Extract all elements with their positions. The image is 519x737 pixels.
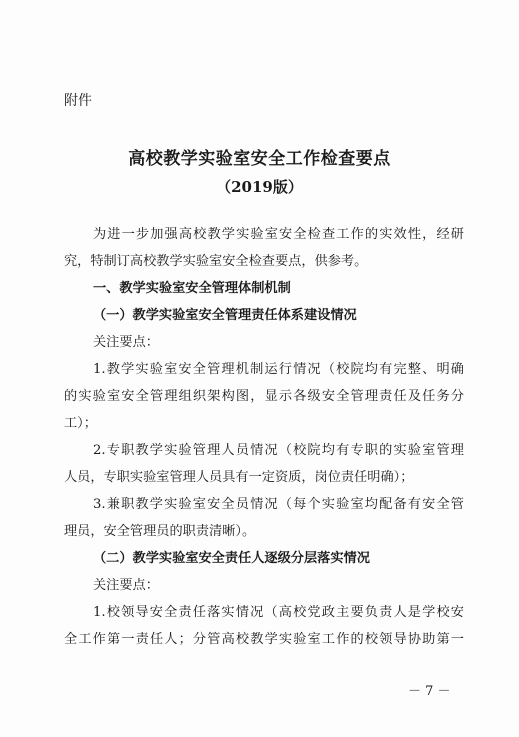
attachment-label: 附件	[64, 93, 92, 109]
document-title: 高校教学实验室安全工作检查要点	[128, 149, 391, 169]
sub1-item3-line-1: 3.兼职教学实验室安全员情况（每个实验室均配备有安全管	[93, 497, 464, 512]
sub1-item1-line-2: 的实验室安全管理组织架构图，显示各级安全管理责任及任务分	[64, 389, 464, 404]
intro-line-1: 为进一步加强高校教学实验室安全检查工作的实效性，经研	[93, 227, 464, 242]
sub2-item1-line-1: 1.校领导安全责任落实情况（高校党政主要负责人是学校安	[93, 605, 464, 620]
subsection-2-heading: （二）教学实验室安全责任人逐级分层落实情况	[93, 551, 370, 566]
intro-line-2: 究，特制订高校教学实验室安全检查要点，供参考。	[64, 254, 368, 269]
subsection-1-focus-label: 关注要点：	[93, 335, 159, 350]
subsection-1-heading: （一）教学实验室安全管理责任体系建设情况	[93, 308, 357, 323]
sub1-item2-line-2: 人员，专职实验室管理人员具有一定资质，岗位责任明确）；	[64, 470, 414, 485]
subsection-2-focus-label: 关注要点：	[93, 578, 159, 593]
sub1-item1-line-3: 工）；	[64, 416, 97, 431]
sub1-item1-line-1: 1.教学实验室安全管理机制运行情况（校院均有完整、明确	[93, 362, 464, 377]
page-number: － 7 －	[408, 684, 451, 699]
document-edition: （2019版）	[216, 178, 303, 196]
sub1-item2-line-1: 2.专职教学实验管理人员情况（校院均有专职的实验室管理	[93, 443, 464, 458]
sub1-item3-line-2: 理员，安全管理员的职责清晰）。	[64, 524, 256, 539]
section-1-heading: 一、教学实验室安全管理体制机制	[93, 281, 291, 296]
sub2-item1-line-2: 全工作第一责任人；分管高校教学实验室工作的校领导协助第一	[64, 632, 464, 647]
